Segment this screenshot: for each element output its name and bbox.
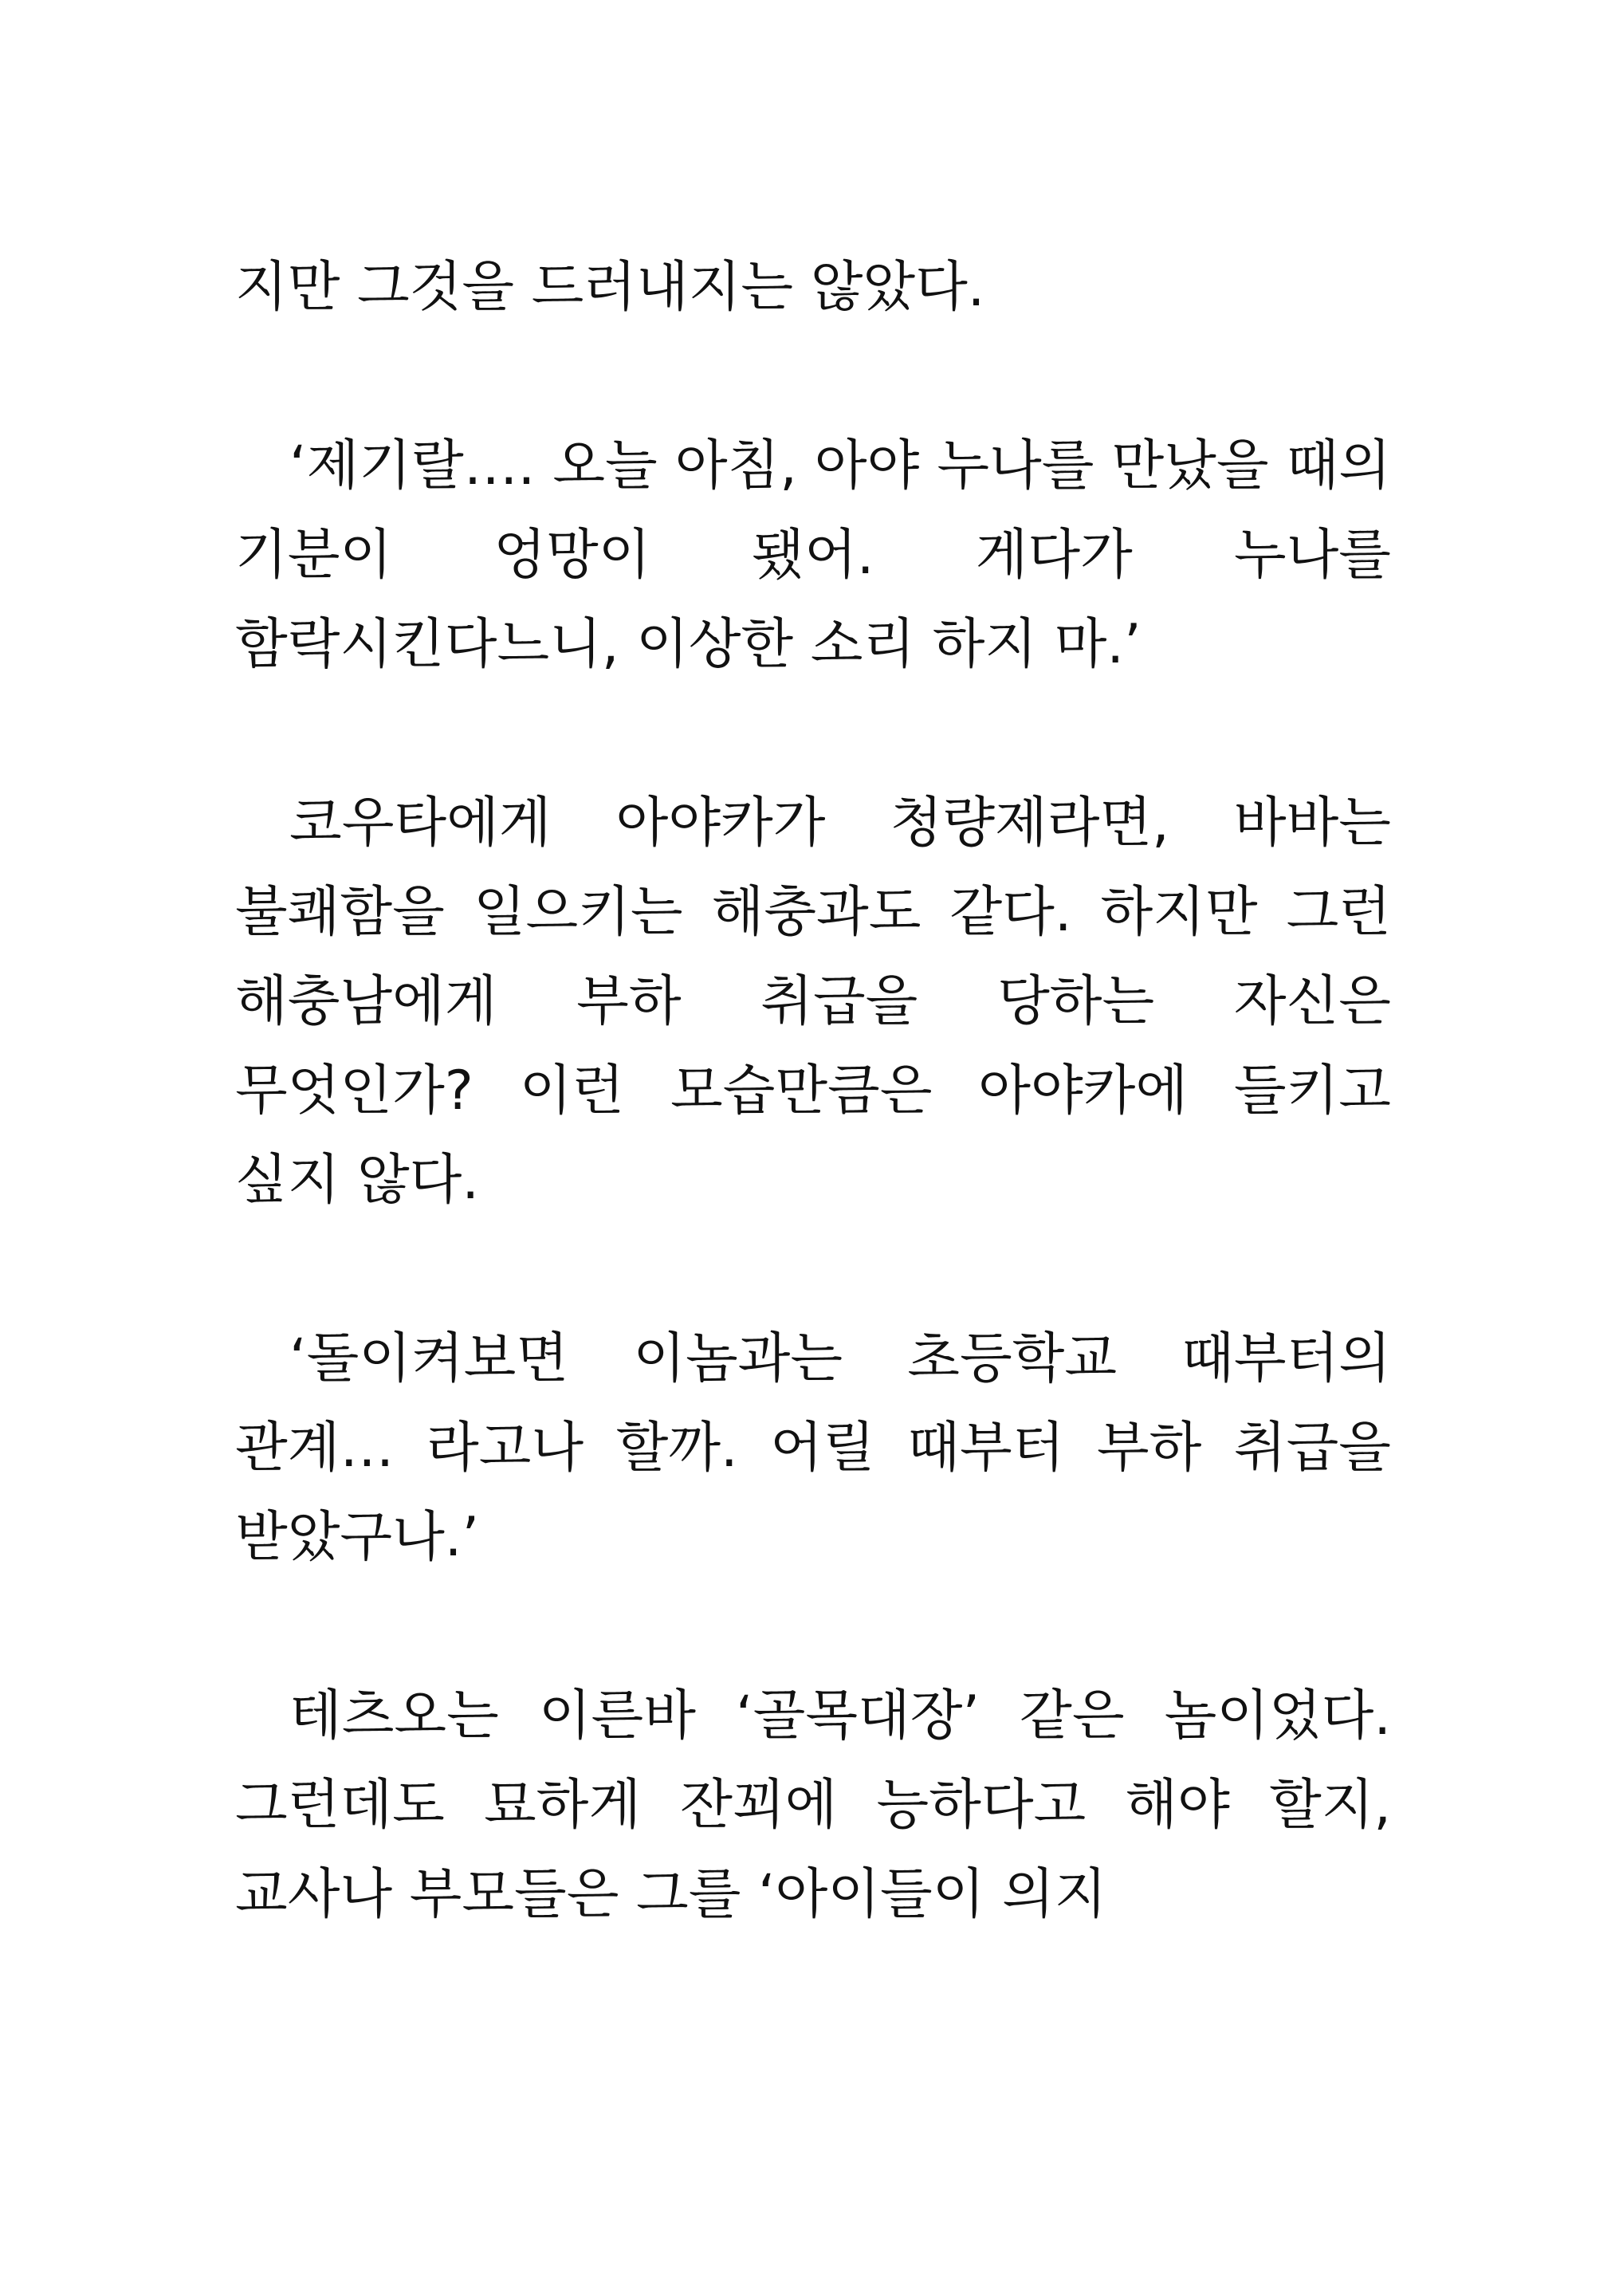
paragraph-1: 지만 그것을 드러내지는 않았다. bbox=[235, 256, 985, 319]
paragraph-2: ‘제기랄…. 오늘 아침, 아야 누나를 만났을 때의 기분이 엉망이 됐어. 게다가 누나를 함락시킨다느니, 이상한 소리 하지 마.’ bbox=[235, 434, 1391, 676]
page-body bbox=[235, 243, 1391, 1940]
paragraph-5: 테츠오는 이른바 ‘골목대장’ 같은 놈이었다. 그런데도 묘하게 잔꾀에 능하다고 해야 할지, 교사나 부모들은 그를 ‘아이들이 의지 bbox=[235, 1685, 1391, 1926]
paragraph-3: 코우타에게 아야카가 청량제라면, 바바는 불쾌함을 일으키는 해충과도 같다. 하지만 그런 해충남에게 부하 취급을 당하는 자신은 무엇인가? 이런 모습만큼은 아야카에 들키고 싶지 않다. bbox=[235, 792, 1391, 1212]
paragraph-4: ‘돌이켜보면 이놈과는 초등학교 때부터의 관계… 라고나 할까. 어릴 때부터 부하 취급을 받았구나.’ bbox=[235, 1327, 1391, 1569]
